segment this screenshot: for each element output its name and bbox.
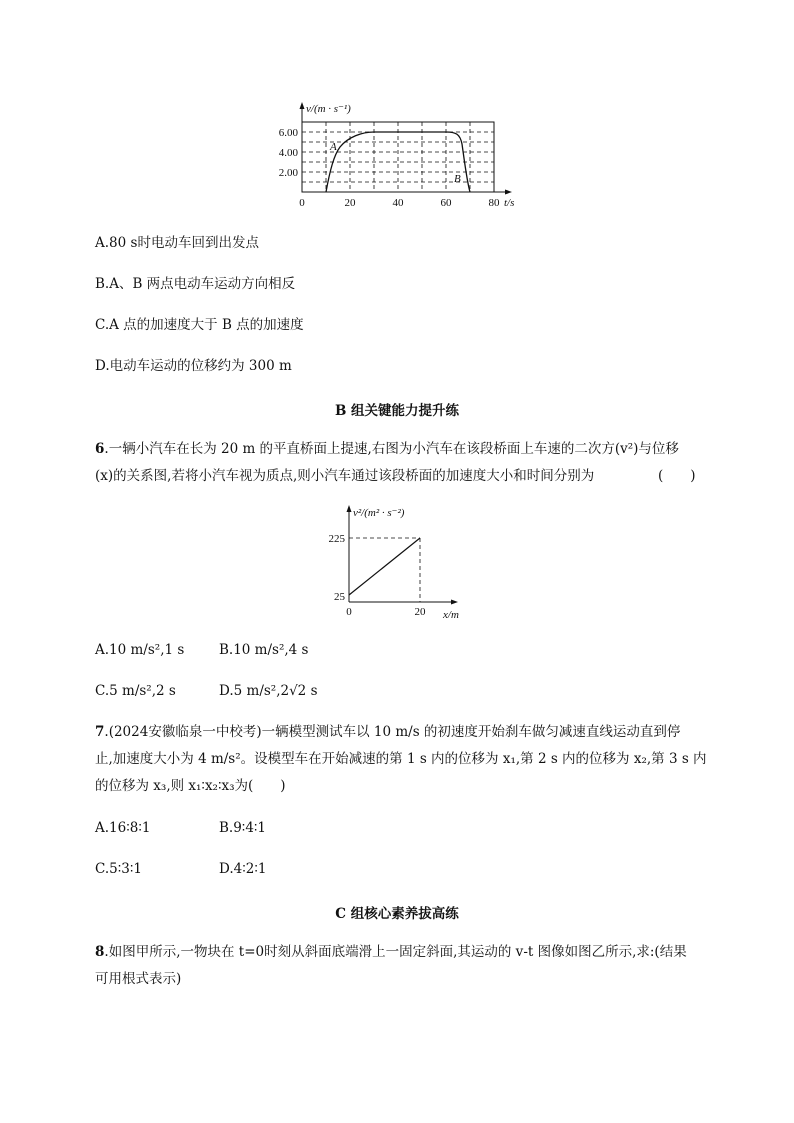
q6-option-a: A.10 m/s²,1 s [95,642,185,658]
v2-x-line [349,538,420,595]
q7-source: .(2024安徽临泉一中校考) [104,724,262,740]
y-tick-4: 4.00 [278,147,298,159]
x-axis-arrow [451,600,458,605]
q5-option-c: C.A 点的加速度大于 B 点的加速度 [95,317,304,333]
section-c-heading: C 组核心素养拔高练 [335,906,459,922]
q5-option-d: D.电动车运动的位移约为 300 m [95,358,292,374]
q7-number: 7 [95,724,105,740]
q5-option-a: A.80 s时电动车回到出发点 [95,235,259,251]
y-tick-25: 25 [334,591,345,603]
q6-answer-paren: ( ) [658,468,696,484]
x-tick-60: 60 [440,197,452,209]
q6-line1 [95,435,679,463]
velocity-squared-displacement-graph [325,502,470,624]
section-b-heading: B 组关键能力提升练 [334,403,460,419]
x-tick-20: 20 [344,197,356,209]
x-tick-0: 0 [299,197,305,209]
x-tick-40: 40 [392,197,404,209]
x-tick-80: 80 [488,197,500,209]
velocity-time-graph [270,100,530,212]
q6-line2: (x)的关系图,若将小汽车视为质点,则小汽车通过该段桥面的加速度大小和时间分别为 [95,468,595,484]
q7-option-d: D.4∶2∶1 [219,861,267,877]
q7-option-c: C.5∶3∶1 [95,861,142,877]
x-axis-label: x/m [443,609,459,621]
y-tick-225: 225 [328,533,345,545]
point-a-label: A [330,141,337,153]
q7-option-a: A.16∶8∶1 [95,820,151,836]
y-tick-6: 6.00 [278,127,298,139]
q8-number: 8 [95,944,105,960]
x-tick-0: 0 [346,606,352,618]
q7-line2: 止,加速度大小为 4 m/s²。设模型车在开始减速的第 1 s 内的位移为 x₁,第 2 s 内的位移为 x₂,第 3 s 内 [95,751,707,767]
x-axis-arrow [505,190,512,195]
y-axis-label: v²/(m² · s⁻²) [353,507,405,519]
q8-line1 [95,938,687,966]
q8-line2: 可用根式表示) [95,971,182,987]
y-axis-arrow [347,505,352,512]
q6-option-d: D.5 m/s²,2√2 s [219,683,318,699]
q6-option-b: B.10 m/s²,4 s [219,642,309,658]
q5-option-b: B.A、B 两点电动车运动方向相反 [95,276,296,292]
q7-text-line1: 一辆模型测试车以 10 m/s 的初速度开始刹车做匀减速直线运动直到停 [261,724,681,740]
q7-line1 [95,718,680,746]
y-tick-2: 2.00 [278,167,298,179]
q8-text-line1: .如图甲所示,一物块在 t=0时刻从斜面底端滑上一固定斜面,其运动的 v-t 图像如图乙所示,求:(结果 [104,944,687,960]
q6-number: 6 [95,441,105,457]
y-axis-arrow [300,102,305,109]
q7-option-b: B.9∶4∶1 [219,820,267,836]
point-b-label: B [454,173,461,185]
x-axis-label: t/s [504,197,515,209]
q6-option-c: C.5 m/s²,2 s [95,683,176,699]
x-tick-20: 20 [414,606,426,618]
q6-text-line1: .一辆小汽车在长为 20 m 的平直桥面上提速,右图为小汽车在该段桥面上车速的二次方(v²)与位移 [104,441,679,457]
y-axis-label: v/(m · s⁻¹) [306,103,351,115]
q7-line3: 的位移为 x₃,则 x₁∶x₂∶x₃为( ) [95,778,286,794]
